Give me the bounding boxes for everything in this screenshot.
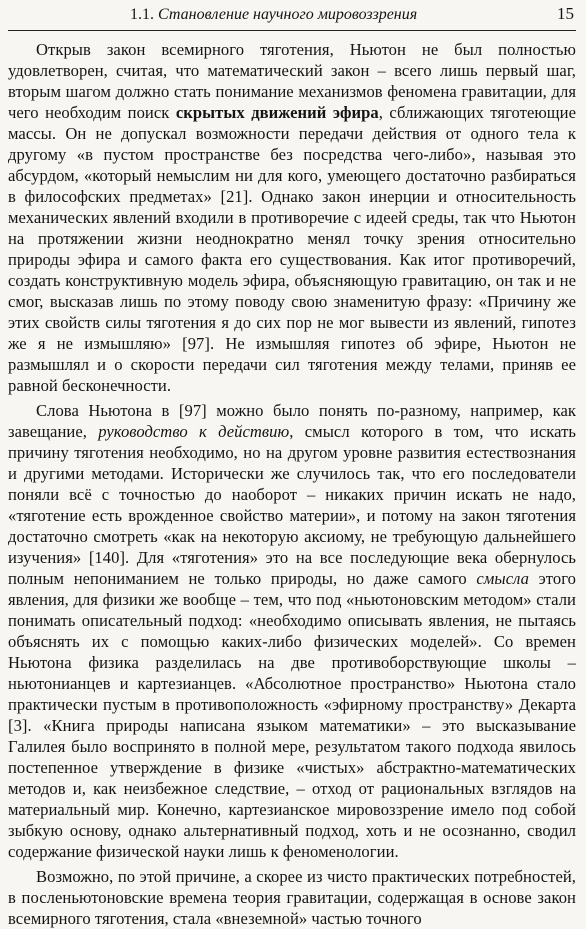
section-title: Становление научного мировоззрения <box>158 6 418 23</box>
paragraph-text: , смысл которого в том, что искать причину тяготения необходимо, но на другом уровне развития естествознания и другими методами. Исторически же случилось так, что его последователи поняли всё с точностью до наоборот – никаких причин искать не надо, «тяготение есть врожденное свойство материи», и потому на закон тяготения достаточно смотреть «как на некоторую аксиому, не требующую дальнейшего изучения» [140]. Для «тяготения» это на все последующие века обернулось полным непониманием не только природы, но даже самого <box>8 422 577 588</box>
bold-phrase: скрытых движений эфира <box>175 103 379 122</box>
paragraph-text: Открыв закон всемирного тяготения, Ньютон не был полностью удовлетворен, считая, что математический закон – всего лишь первый шаг, вторым шагом должно стать понимание механизмов феномена гравитации, для чего необходим поиск <box>8 40 576 122</box>
paragraph-text: Слова Ньютона в [97] можно было понять по-разному, например, как завещание, <box>8 401 576 441</box>
italic-phrase: руководство к действию <box>98 422 290 441</box>
paragraph-1 <box>8 39 576 396</box>
paragraph-2 <box>8 400 576 862</box>
paragraph-text: , сближающих тяготеющие массы. Он не допускал возможности передачи действия от одного тела к другому «в пустом пространстве без посредства чего-либо», называя это абсурдом, «который немыслим ни для кого, умеющего достаточно разбираться в философских предметах» [21]. Однако закон инерции и относительность механических явлений входили в противоречие с идеей среды, так что Ньютон на протяжении жизни неоднократно менял точку зрения относительно природы эфира и самого факта его существования. Как итог противоречий, создать конструктивную модель эфира, объясняющую гравитацию, он так и не смог, высказав лишь по этому поводу свою знаменитую фразу: «Причину же этих свойств силы тяготения я до сих пор не мог вывести из явлений, гипотез же я не измышляю» [97]. Не измышляя гипотез об эфире, Ньютон не размышлял и о скорости передачи сил тяготения между телами, приняв ее равной бесконечности. <box>8 103 576 395</box>
paragraph-3 <box>8 866 576 929</box>
section-number: 1.1. <box>130 6 154 23</box>
running-head <box>8 0 576 31</box>
paragraph-text: этого явления, для физики же вообще – тем, что под «ньютоновским методом» стали понимать описательный подход: «необходимо описывать явления, не пытаясь объяснять их с помощью каких-либо физических моделей». Со времен Ньютона физика разделилась на две противоборствующие школы – ньютонианцев и картезианцев. «Абсолютное пространство» Ньютона стало практически пустым в противоположность «эфирному пространству» Декарта [3]. «Книга природы написана языком математики» – это высказывание Галилея было воспринято в полной мере, результатом такого подхода явилось постепенное утверждение в физике «чистых» абстрактно-математических методов и, как неизбежное следствие, – отход от рациональных взглядов на материальный мир. Конечно, картезианское мировоззрение имело под собой зыбкую основу, однако альтернативный подход, хоть и не осознанно, сводил содержание физической науки лишь к феноменологии. <box>8 569 576 861</box>
paragraph-text: Возможно, по этой причине, а скорее из чисто практических потребностей, в посленьютоновские времена теория гравитации, содержащая в основе закон всемирного тяготения, стала «внеземной» частью точного <box>8 867 576 928</box>
page-number: 15 <box>557 4 574 23</box>
section-heading <box>130 6 417 24</box>
italic-phrase: смысла <box>476 569 529 588</box>
page-body <box>8 39 576 929</box>
